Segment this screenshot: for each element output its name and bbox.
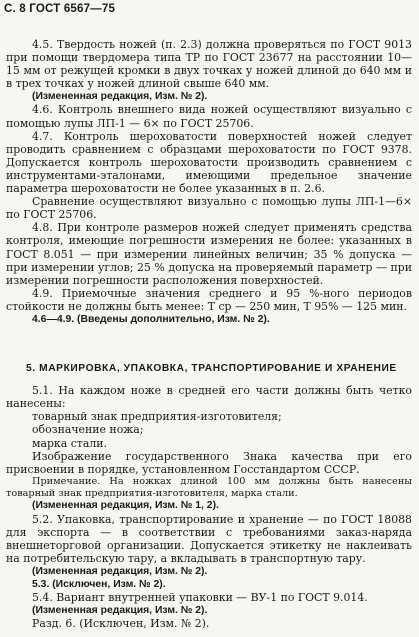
note: Примечание. На ножках длиной 100 мм должны быть нанесены товарный знак предприятия-изготовителя, марка стали. [6, 475, 412, 499]
revision-note: (Измененная редакция, Изм. № 2). [32, 91, 208, 103]
paragraph-5-2: 5.2. Упаковка, транспортирование и хранение — по ГОСТ 18088 для экспорта — в соответствии с требованиями заказ-наряда внешнеторговой организации. Допускается этикетку не наклеивать на потребительскую тару, а вкладывать в транспортную тару. [6, 512, 412, 565]
paragraph-4-7-comparison: Сравнение осуществляют визуально с помощью лупы ЛП-1—6× по ГОСТ 25706. [6, 195, 412, 222]
paragraph-4-5: 4.5. Твердость ножей (п. 2.3) должна проверяться по ГОСТ 9013 при помощи твердомера типа ТР по ГОСТ 23677 на расстоянии 10—15 мм от режущей кромки в двух точках у ножей длиной до 640 мм и в трех точках у ножей длиной свыше 640 мм. [6, 38, 412, 91]
paragraph-4-9: 4.9. Приемочные значения среднего и 95 %-ного периодов стойкости не должны быть менее: Т ср — 250 мин, Т 95% — 125 мин. [6, 286, 412, 313]
section-title: 5. МАРКИРОВКА, УПАКОВКА, ТРАНСПОРТИРОВАНИЕ И ХРАНЕНИЕ [26, 363, 397, 375]
paragraph-5-1: 5.1. На каждом ноже в средней его части должны быть четко нанесены: [6, 384, 412, 411]
revision-note: (Измененная редакция, Изм. № 1, 2). [32, 500, 219, 512]
revision-note: (Измененная редакция, Изм. № 2). [32, 605, 208, 617]
revision-note: (Измененная редакция, Изм. № 2). [32, 565, 208, 577]
paragraph-4-8: 4.8. При контроле размеров ножей следует применять средства контроля, имеющие погрешности измерения не более: указанных в ГОСТ 8.051 — при измерении линейных величин; 35 % допуска — при измерении углов; 25 % допуска на проверяемый параметр — при измерении погрешности расположения поверхностей. [6, 221, 412, 287]
paragraph-4-7: 4.7. Контроль шероховатости поверхностей ножей следует проводить сравнением с образцами шероховатости по ГОСТ 9378. Допускается контроль шероховатости производить сравнением с инструментами-эталонами, имеющими предельное значение параметра шероховатости не более указанных в п. 2.6. [6, 129, 412, 196]
section-6-note: Разд. 6. (Исключен, Изм. № 2). [32, 617, 210, 631]
list-item: марка стали. [32, 436, 107, 450]
paragraph-4-6: 4.6. Контроль внешнего вида ножей осуществляют визуально с помощью лупы ЛП-1 — 6× по ГОСТ 25706. [6, 103, 412, 130]
paragraph-5-3: 5.3. (Исключен, Изм. № 2). [32, 578, 166, 590]
list-item: обозначение ножа; [32, 423, 144, 437]
paragraph-5-1-quality-mark: Изображение государственного Знака качества при его присвоении в порядке, установленном Госстандартом СССР. [6, 449, 412, 476]
addition-note: 4.6—4.9. (Введены дополнительно, Изм. № 2). [32, 313, 270, 325]
document-body [6, 38, 412, 630]
page-header: С. 8 ГОСТ 6567—75 [4, 3, 116, 15]
list-item: товарный знак предприятия-изготовителя; [32, 410, 282, 424]
paragraph-5-4: 5.4. Вариант внутренней упаковки — ВУ-1 по ГОСТ 9.014. [32, 591, 368, 605]
